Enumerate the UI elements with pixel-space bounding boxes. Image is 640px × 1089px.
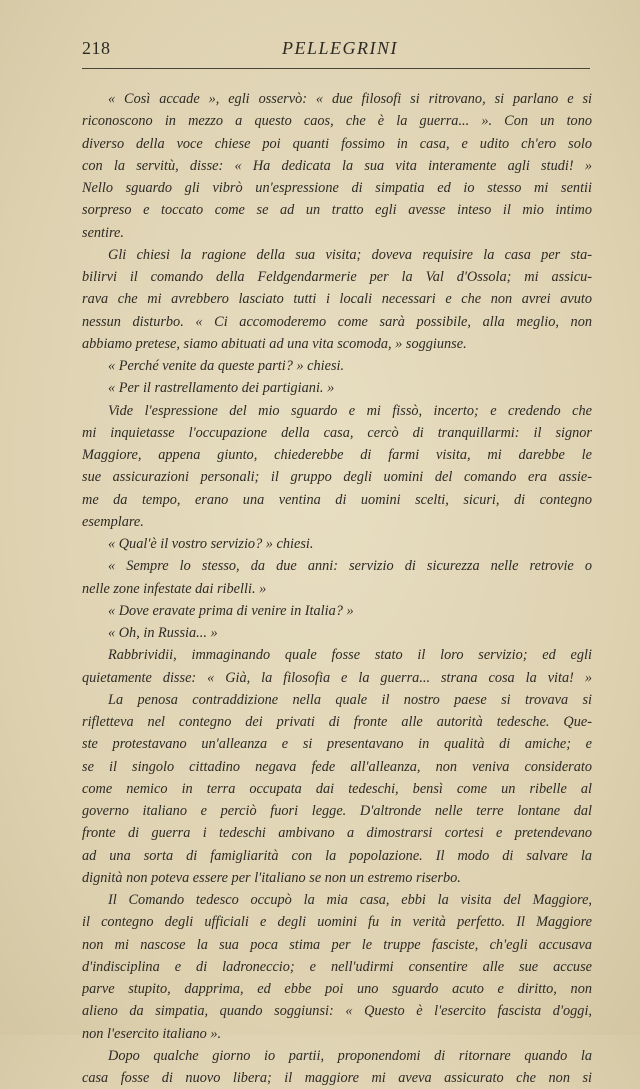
text-line: sue assicurazioni personali; il gruppo degli uomini del comando era assie- [82, 469, 592, 486]
text-line: « Sempre lo stesso, da due anni: servizio di sicurezza nelle retrovie o [108, 558, 592, 575]
page-number: 218 [82, 38, 111, 58]
text-line: Il Comando tedesco occupò la mia casa, ebbi la visita del Maggiore, [108, 892, 592, 908]
text-line: casa fosse di nuovo libera; il maggiore mi aveva assicurato che non si [82, 1070, 592, 1086]
text-line: d'indisciplina e di ladroneccio; e nell'udirmi consentire alle sue accuse [82, 958, 592, 975]
text-line: Maggiore, appena giunto, chiederebbe di farmi visita, mi darebbe le [82, 447, 592, 463]
text-line: Dopo qualche giorno io partii, proponendomi di ritornare quando la [108, 1047, 592, 1064]
text-line: bilirvi il comando della Feldgendarmerie per la Val d'Ossola; mi assicu- [82, 269, 592, 285]
text-line: sentire. [82, 224, 124, 241]
text-line: come nemico in terra occupata dai tedeschi, bensì come un ribelle al [82, 780, 592, 797]
text-line: « Per il rastrellamento dei partigiani. » [108, 380, 335, 397]
text-line: con la servitù, disse: « Ha dedicata la sua vita interamente agli studi! » [82, 157, 592, 174]
text-line: La penosa contraddizione nella quale il nostro paese si trovava si [108, 691, 592, 708]
text-line: se il singolo cittadino negava fede all'alleanza, non veniva considerato [82, 758, 592, 775]
text-line: Gli chiesi la ragione della sua visita; doveva requisire la casa per sta- [108, 246, 592, 263]
text-line: ad una sorta di famigliarità con la popolazione. Il modo di salvare la [82, 847, 592, 864]
running-head [82, 36, 590, 70]
text-line: governo italiano e perciò fuori legge. D'altronde nelle terre lontane dal [82, 803, 592, 819]
text-line: nelle zone infestate dai ribelli. » [82, 580, 267, 597]
text-line: dignità non poteva essere per l'italiano se non un estremo riserbo. [82, 869, 461, 886]
text-line: Rabbrividii, immaginando quale fosse stato il loro servizio; ed egli [108, 647, 592, 664]
text-line: mi inquietasse l'occupazione della casa, cercò di tranquillarmi: il signor [82, 424, 592, 441]
text-line: Nello sguardo gli vibrò un'espressione di simpatia ed io stesso mi sentii [82, 180, 592, 196]
text-line: il contegno degli ufficiali e degli uomini fu in verità perfetto. Il Maggiore [82, 914, 592, 931]
text-line: diverso della voce chiese poi quanti fossimo in casa, e udito ch'ero solo [82, 135, 592, 152]
text-line: fronte di guerra i tedeschi ambivano a dimostrarsi cortesi e pretendevano [82, 825, 592, 842]
text-line: « Dove eravate prima di venire in Italia? » [108, 602, 354, 619]
text-line: nessun disturbo. « Ci accomoderemo come sarà possibile, alla meglio, non [82, 313, 592, 330]
text-line: « Oh, in Russia... » [108, 625, 218, 641]
text-line: quietamente disse: « Già, la filosofia e la guerra... strana cosa la vita! » [82, 669, 592, 686]
text-line: parve stupito, dapprima, ed ebbe poi uno sguardo acuto e diritto, non [82, 981, 592, 997]
text-line: alieno da simpatia, quando soggiunsi: « Questo è l'esercito fascista d'oggi, [82, 1003, 592, 1020]
text-line: « Qual'è il vostro servizio? » chiesi. [108, 536, 314, 552]
text-line: riconoscono in mezzo a questo caos, che è la guerra... ». Con un tono [82, 113, 592, 130]
text-line: rifletteva nel contegno dei privati di fronte alle autorità tedesche. Que- [82, 714, 592, 730]
text-line: me da tempo, erano una ventina di uomini scelti, sicuri, di contegno [82, 491, 592, 508]
header-rule [82, 68, 590, 69]
running-title: PELLEGRINI [282, 38, 398, 58]
text-line: non l'esercito italiano ». [82, 1025, 222, 1042]
body-text [82, 88, 592, 1089]
text-line: « Perché venite da queste parti? » chiesi. [108, 358, 345, 374]
text-line: esemplare. [82, 513, 144, 530]
text-line: sorpreso e toccato come se ad un tratto egli avesse inteso il mio intimo [82, 202, 592, 219]
text-line: non mi nascose la sua poca stima per le truppe fasciste, ch'egli accusava [82, 936, 592, 953]
text-line: « Così accade », egli osservò: « due filosofi si ritrovano, si parlano e si [108, 91, 592, 107]
text-line: rava che mi avrebbero lasciato tutti i locali necessari e che non avrei avuto [82, 291, 592, 308]
text-line: ste protestavano un'alleanza e si presentavano in qualità di amiche; e [82, 736, 592, 753]
text-line: Vide l'espressione del mio sguardo e mi fissò, incerto; e credendo che [108, 402, 592, 419]
text-line: abbiamo pretese, siamo abituati ad una vita scomoda, » soggiunse. [82, 335, 467, 352]
